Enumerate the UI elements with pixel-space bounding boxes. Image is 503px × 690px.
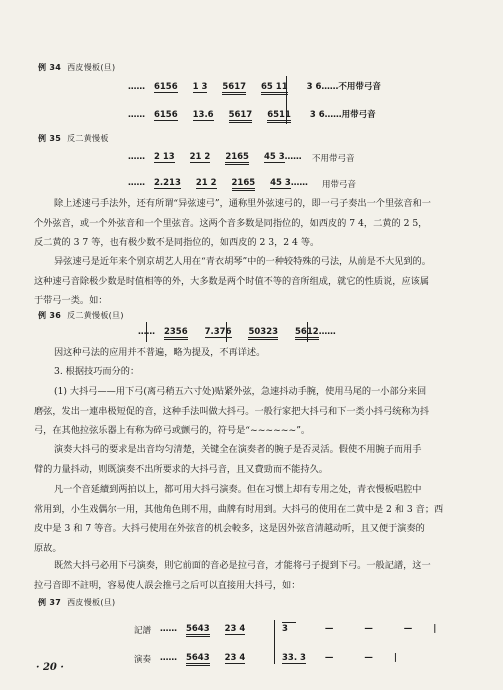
paragraph-note bbox=[34, 343, 486, 363]
note-group: 3 6 bbox=[306, 82, 322, 92]
note-group: 13.6 bbox=[192, 110, 214, 120]
note-group: 6156 bbox=[153, 82, 178, 92]
example-title: 反二黄慢板(旦) bbox=[67, 311, 124, 320]
ellipsis: …… bbox=[128, 110, 145, 120]
sustain-dashes: — — bbox=[324, 653, 387, 663]
annotation: 用带弓音 bbox=[341, 110, 376, 120]
ellipsis: …… bbox=[160, 653, 177, 663]
ellipsis: …… bbox=[128, 178, 145, 188]
example-35-row-1-annotation: 不用带弓音 bbox=[312, 154, 355, 164]
barline bbox=[307, 322, 308, 342]
text-line: 磨弦，发出一連串极短促的音，这种手法叫做大抖弓。一般行家把大抖弓和下一类小抖弓统称为抖 bbox=[34, 405, 430, 417]
note-group: 33. 3 bbox=[282, 653, 306, 663]
text-line: 这种速弓音除极少数是时值相等的外，大多数是两个时值不等的音所组成，就它的性质说，应该属 bbox=[34, 275, 430, 287]
note-group: 45 3 bbox=[263, 152, 285, 162]
note-group: 3 6 bbox=[309, 110, 325, 120]
text-line: 原故。 bbox=[34, 542, 62, 554]
example-34-label bbox=[38, 62, 115, 73]
text-line: 异弦速弓是近年来个别京胡艺人用在“青衣胡琴”中的一种较特殊的弓法，从前是不大见到的。 bbox=[54, 256, 431, 267]
note-group: 21 2 bbox=[195, 178, 217, 188]
sustain-dashes: — — — bbox=[324, 624, 427, 634]
text-line: 演奏大抖弓的要求是出音均匀清楚，关键全在演奏者的腕子是否灵活。假使不用腕子而用手 bbox=[54, 444, 422, 455]
example-35-row-2-annotation: 用带弓音 bbox=[322, 180, 357, 190]
example-36-label bbox=[38, 310, 124, 321]
ellipsis: …… bbox=[160, 624, 177, 634]
example-34-row-1 bbox=[128, 80, 381, 95]
example-37-row-1-sustain bbox=[282, 624, 436, 634]
note-group: 65 11 bbox=[261, 82, 288, 95]
paragraph-special-bowing bbox=[34, 252, 486, 311]
example-37-row-2-prefix: 演奏 bbox=[134, 655, 152, 665]
text-line: 臂的力量抖动，则既演奏不出所要求的大抖弓音，且又費勁而不能持久。 bbox=[34, 463, 328, 475]
text-line: 反二黄的 3 7 等，也有极少数不是同指位的，如西皮的 2 3，2 4 等。 bbox=[34, 237, 320, 248]
barline bbox=[274, 620, 275, 664]
ellipsis: …… bbox=[128, 152, 145, 162]
note-group: 50323 bbox=[248, 327, 278, 340]
note-group: 5643 bbox=[186, 653, 210, 666]
ellipsis: …… bbox=[284, 152, 302, 162]
note-group: 2165 bbox=[232, 178, 256, 191]
note-group: 23 4 bbox=[224, 653, 246, 663]
annotation: 不用带弓音 bbox=[338, 82, 381, 92]
barline bbox=[226, 322, 227, 342]
end-barline: | bbox=[433, 624, 437, 634]
note-group: 1 3 bbox=[192, 82, 208, 92]
paragraph-tremolo-usage bbox=[34, 480, 486, 558]
paragraph-tremolo-requirements bbox=[34, 440, 486, 479]
ellipsis: …… bbox=[128, 82, 145, 92]
example-35-row-1 bbox=[128, 152, 302, 165]
note-group: 6511 bbox=[267, 110, 291, 123]
example-number: 例 35 bbox=[38, 134, 62, 143]
ellipsis: …… bbox=[138, 327, 155, 337]
text-line: 3. 根据技巧而分的： bbox=[54, 366, 140, 377]
text-line: 除上述速弓手法外，还有所谓“异弦速弓”，通称里外弦速弓的，即一弓子奏出一个里弦音和一 bbox=[54, 198, 431, 209]
example-37-row-1-prefix: 記譜 bbox=[134, 626, 152, 636]
text-line: 皮中是 3 和 7 等音。大抖弓使用在外弦音的机会較多，这是因外弦音清越动听，且又便于演奏的 bbox=[34, 523, 425, 534]
ellipsis: …… bbox=[318, 327, 336, 337]
text-line: 个外弦音，或一个外弦音和一个里弦音。这两个音多数是同指位的，如西皮的 7 4，二黄的 2 5， bbox=[34, 217, 428, 229]
note-group: 2165 bbox=[225, 152, 249, 165]
paragraph-big-tremolo bbox=[34, 382, 486, 441]
note-group: 2.213 bbox=[153, 178, 181, 188]
note-group: 21 2 bbox=[189, 152, 211, 162]
ellipsis: …… bbox=[324, 110, 342, 120]
example-title: 西皮慢板(旦) bbox=[67, 63, 116, 72]
example-title: 反二黄慢板 bbox=[67, 134, 109, 143]
example-number: 例 37 bbox=[38, 598, 62, 607]
note-group: 3 bbox=[282, 624, 288, 634]
text-line: (1) 大抖弓——用下弓(离弓稍五六寸处)贴紧外弦，急速抖动手腕，使用马尾的一小部分来回 bbox=[54, 386, 427, 397]
text-line: 因这种弓法的应用并不普遍，略为提及，不再详述。 bbox=[54, 347, 266, 358]
example-34-row-2 bbox=[128, 108, 376, 123]
page-number: · 20 · bbox=[36, 662, 64, 673]
example-35-row-2 bbox=[128, 178, 308, 191]
note-group: 2 13 bbox=[153, 152, 175, 162]
paragraph-different-string-bowing bbox=[34, 194, 486, 253]
note-group: 23 4 bbox=[224, 624, 246, 634]
paragraph-notation-convention bbox=[34, 556, 486, 595]
text-line: 弓，在其他拉弦乐器上有称为碎弓或颤弓的，符号是“~~~~~~”。 bbox=[34, 425, 311, 436]
text-line: 常用到，小生戏偶尔一用，其他角色則不用，曲牌有时用到。大抖弓的使用在二黄中是 2 和 3 音；西 bbox=[34, 503, 444, 515]
note-group: 5617 bbox=[222, 82, 246, 95]
text-line: 拉弓音即不註明，容易使人誤会推弓之后可以直接用大抖弓，如： bbox=[34, 579, 301, 591]
example-37-row-2-sustain bbox=[282, 653, 397, 664]
note-group: 5612 bbox=[295, 327, 319, 340]
ellipsis: …… bbox=[321, 82, 339, 92]
example-37-label bbox=[38, 597, 115, 608]
text-line: 于带弓一类。如： bbox=[34, 295, 108, 306]
example-35-label bbox=[38, 133, 109, 144]
text-line: 凡一个音延續到两拍以上，都可用大抖弓演奏。但在习惯上却有专用之处，青衣慢板唱腔中 bbox=[54, 484, 422, 495]
end-barline: | bbox=[393, 653, 397, 663]
note-group: 6156 bbox=[153, 110, 178, 120]
ellipsis: …… bbox=[290, 178, 308, 188]
note-group: 2356 bbox=[164, 327, 188, 340]
note-group: 45 3 bbox=[270, 178, 291, 188]
note-group: 5643 bbox=[186, 624, 210, 637]
text-line: 既然大抖弓必用下弓演奏，則它前面的音必是拉弓音，才能将弓子提到下弓。一般記譜，这一 bbox=[54, 560, 431, 571]
tremolo-mark bbox=[282, 622, 296, 623]
note-group: 7.376 bbox=[204, 327, 232, 337]
example-37-row-2 bbox=[160, 653, 245, 666]
example-37-row-1 bbox=[160, 624, 245, 637]
note-group: 5617 bbox=[229, 110, 253, 123]
example-number: 例 34 bbox=[38, 63, 62, 72]
section-heading-technique bbox=[34, 362, 486, 382]
example-number: 例 36 bbox=[38, 311, 62, 320]
example-title: 西皮慢板(旦) bbox=[67, 598, 116, 607]
